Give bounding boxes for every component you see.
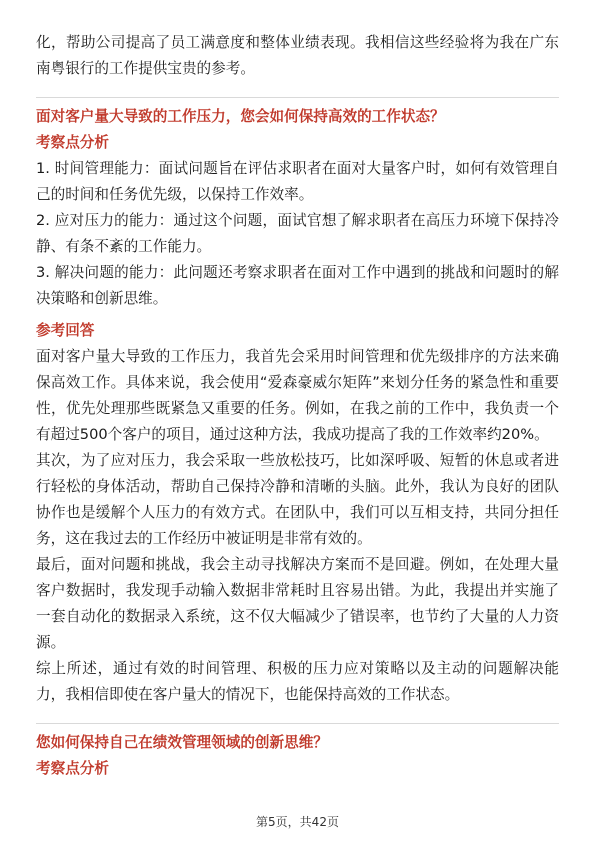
analysis-point: 2. 应对压力的能力：通过这个问题，面试官想了解求职者在高压力环境下保持冷静、有条不紊的工作能力。 <box>36 212 559 255</box>
page-number: 第5页，共42页 <box>256 815 339 829</box>
answer-heading: 参考回答 <box>36 322 95 339</box>
answer-paragraph: 最后，面对问题和挑战，我会主动寻找解决方案而不是回避。例如，在处理大量客户数据时，我发现手动输入数据非常耗时且容易出错。为此，我提出并实施了一套自动化的数据录入系统，这不仅大幅减少了错误率，也节约了大量的人力资源。 <box>36 556 559 651</box>
analysis-heading: 考察点分析 <box>36 134 109 151</box>
answer-paragraph: 综上所述，通过有效的时间管理、积极的压力应对策略以及主动的问题解决能力，我相信即使在客户量大的情况下，也能保持高效的工作状态。 <box>36 660 559 703</box>
analysis-point: 1. 时间管理能力：面试问题旨在评估求职者在面对大量客户时，如何有效管理自己的时间和任务优先级，以保持工作效率。 <box>36 160 559 203</box>
section-divider <box>36 97 559 98</box>
question-heading: 您如何保持自己在绩效管理领域的创新思维？ <box>36 734 328 751</box>
section-divider <box>36 723 559 724</box>
analysis-point: 3. 解决问题的能力：此问题还考察求职者在面对工作中遇到的挑战和问题时的解决策略和创新思维。 <box>36 264 559 307</box>
page-content <box>36 30 559 782</box>
answer-paragraph: 面对客户量大导致的工作压力，我首先会采用时间管理和优先级排序的方法来确保高效工作。具体来说，我会使用“爱森豪威尔矩阵”来划分任务的紧急性和重要性，优先处理那些既紧急又重要的任务。例如，在我之前的工作中，我负责一个有超过500个客户的项目，通过这种方法，我成功提高了我的工作效率约20%。 <box>36 348 559 443</box>
question-heading: 面对客户量大导致的工作压力，您会如何保持高效的工作状态？ <box>36 108 445 125</box>
analysis-heading: 考察点分析 <box>36 760 109 777</box>
intro-paragraph: 化，帮助公司提高了员工满意度和整体业绩表现。我相信这些经验将为我在广东南粤银行的工作提供宝贵的参考。 <box>36 34 559 77</box>
answer-paragraph: 其次，为了应对压力，我会采取一些放松技巧，比如深呼吸、短暂的休息或者进行轻松的身体活动，帮助自己保持冷静和清晰的头脑。此外，我认为良好的团队协作也是缓解个人压力的有效方式。在团队中，我们可以互相支持，共同分担任务，这在我过去的工作经历中被证明是非常有效的。 <box>36 452 559 547</box>
